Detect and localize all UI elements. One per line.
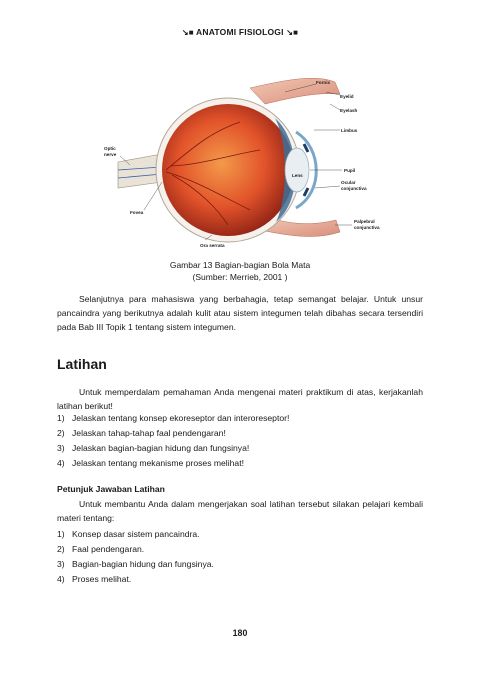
fornix-label: Fornix bbox=[316, 80, 331, 85]
list-item-text: Konsep dasar sistem pancaindra. bbox=[72, 529, 200, 539]
list-item bbox=[57, 557, 423, 572]
optic-nerve-label-1: Optic bbox=[104, 146, 116, 151]
list-item-text: Jelaskan tentang konsep ekoreseptor dan interoreseptor! bbox=[72, 413, 290, 423]
section-heading-latihan: Latihan bbox=[57, 356, 107, 372]
ocular-conjunctiva-label-1: Ocular bbox=[341, 180, 356, 185]
list-item bbox=[57, 572, 423, 587]
body-paragraph: Selanjutnya para mahasiswa yang berbahagia, tetap semangat belajar. Untuk unsur pancaindra yang berikutnya adalah kulit atau sistem integumen telah dibahas secara tersendiri pada Bab III Topik 1 tentang sistem integumen. bbox=[57, 294, 423, 332]
list-item-text: Jelaskan tahap-tahap faal pendengaran! bbox=[72, 428, 226, 438]
list-item-number: 1) bbox=[57, 529, 65, 539]
petunjuk-list bbox=[57, 527, 423, 587]
optic-nerve-label-2: nerve bbox=[104, 152, 117, 157]
list-item-number: 3) bbox=[57, 559, 65, 569]
list-item-number: 4) bbox=[57, 574, 65, 584]
fovea-label: Fovea bbox=[130, 210, 144, 215]
caption-title: Gambar 13 Bagian-bagian Bola Mata bbox=[169, 260, 311, 270]
figure-caption bbox=[0, 259, 480, 283]
palpebral-conjunctiva-label-1: Palpebral bbox=[354, 219, 375, 224]
latihan-intro: Untuk memperdalam pemahaman Anda mengenai materi praktikum di atas, kerjakanlah latihan berikut! bbox=[57, 387, 423, 411]
pupil-label: Pupil bbox=[344, 168, 356, 173]
list-item-text: Jelaskan tentang mekanisme proses melihat! bbox=[72, 458, 244, 468]
list-item-number: 2) bbox=[57, 428, 65, 438]
list-item-number: 1) bbox=[57, 413, 65, 423]
subheading-petunjuk: Petunjuk Jawaban Latihan bbox=[57, 484, 165, 494]
header-ornament-right: ↘■ bbox=[286, 28, 299, 37]
list-item-number: 3) bbox=[57, 443, 65, 453]
running-header bbox=[0, 27, 480, 37]
header-ornament-left: ↘■ bbox=[181, 28, 194, 37]
petunjuk-intro: Untuk membantu Anda dalam mengerjakan soal latihan tersebut silakan pelajari kembali materi tentang: bbox=[57, 499, 423, 523]
list-item-text: Faal pendengaran. bbox=[72, 544, 145, 554]
list-item-number: 4) bbox=[57, 458, 65, 468]
list-item bbox=[57, 426, 423, 441]
list-item-number: 2) bbox=[57, 544, 65, 554]
ocular-conjunctiva-label-2: conjunctiva bbox=[341, 186, 367, 191]
eyelid-label: Eyelid bbox=[340, 94, 354, 99]
palpebral-conjunctiva-label-2: conjunctiva bbox=[354, 225, 380, 230]
header-title: ANATOMI FISIOLOGI bbox=[196, 27, 284, 37]
page-number: 180 bbox=[232, 628, 248, 638]
caption-source: (Sumber: Merrieb, 2001 ) bbox=[192, 272, 288, 282]
eyeball-diagram bbox=[100, 70, 400, 255]
limbus-label: Limbus bbox=[341, 128, 358, 133]
list-item bbox=[57, 542, 423, 557]
list-item-text: Proses melihat. bbox=[72, 574, 132, 584]
lens-label: Lens bbox=[292, 173, 303, 178]
list-item bbox=[57, 456, 423, 471]
eyeball-figure bbox=[100, 70, 400, 255]
list-item bbox=[57, 411, 423, 426]
ora-serrata-label: Ora serrata bbox=[200, 243, 225, 248]
list-item bbox=[57, 527, 423, 542]
list-item bbox=[57, 441, 423, 456]
list-item-text: Bagian-bagian hidung dan fungsinya. bbox=[72, 559, 214, 569]
eyelash-label: Eyelash bbox=[340, 108, 358, 113]
latihan-list bbox=[57, 411, 423, 471]
list-item-text: Jelaskan bagian-bagian hidung dan fungsinya! bbox=[72, 443, 250, 453]
